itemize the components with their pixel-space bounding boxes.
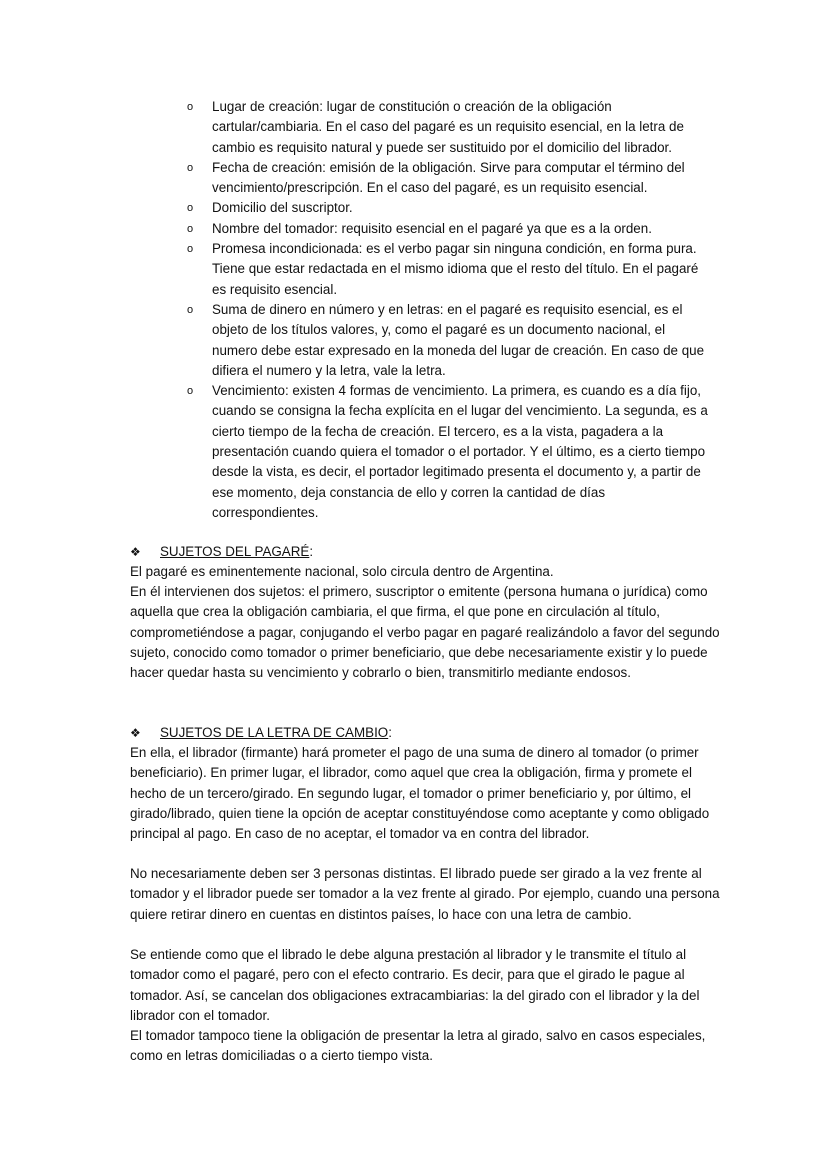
hollow-circle-bullet-icon: o [187, 385, 194, 398]
letra-paragraph-3: Se entiende como que el librado le debe alguna prestación al librador y le transmite el título al tomador como el pagaré, pero con el efecto contrario. Es decir, para que el girado le pague al tomador. Así, se cancelan dos obligaciones extracambiarias: la del girado con el librador y la del librador con el tomador. [130, 947, 700, 1023]
requirements-list [180, 97, 710, 523]
pagare-intro-line: El pagaré es eminentemente nacional, solo circula dentro de Argentina. [130, 564, 554, 579]
heading-text: SUJETOS DEL PAGARÉ [160, 544, 310, 559]
list-item [180, 198, 710, 218]
pagare-paragraph: En él intervienen dos sujetos: el primero, suscriptor o emitente (persona humana o jurídica) como aquella que crea la obligación cambiaria, el que firma, el que pone en circulación al título, comprometiéndose a pagar, conjugando el verbo pagar en pagaré realizándolo a favor del segundo sujeto, conocido como tomador o primer beneficiario, que debe necesariamente existir y lo puede hacer quedar hasta su vencimiento y cobrarlo o bien, transmitirlo mediante endosos. [130, 584, 720, 681]
list-item-text: Lugar de creación: lugar de constitución o creación de la obligación cartular/cambiaria. En el caso del pagaré es un requisito esencial, en la letra de cambio es requisito natural y puede ser sustituido por el domicilio del librador. [212, 99, 684, 155]
diamond-bullet-icon: ❖ [130, 726, 141, 740]
list-item-text: Fecha de creación: emisión de la obligación. Sirve para computar el término del vencimiento/prescripción. En el caso del pagaré, es un requisito esencial. [212, 159, 685, 196]
section-heading-pagare [130, 542, 690, 562]
diamond-bullet-icon: ❖ [130, 545, 141, 559]
list-item [180, 219, 710, 239]
list-item [180, 300, 710, 381]
list-item-text: Promesa incondicionada: es el verbo pagar sin ninguna condición, en forma pura. Tiene que estar redactada en el mismo idioma que el resto del título. En el pagaré es requisito esencial. [212, 241, 699, 297]
hollow-circle-bullet-icon: o [187, 101, 194, 113]
hollow-circle-bullet-icon: o [187, 303, 194, 316]
letra-paragraph-4: El tomador tampoco tiene la obligación de presentar la letra al girado, salvo en casos especiales, como en letras domiciliadas o a cierto tiempo vista. [130, 1028, 706, 1064]
list-item-text: Suma de dinero en número y en letras: en el pagaré es requisito esencial, es el objeto de los títulos valores, y, como el pagaré es un documento nacional, el numero debe estar expresado en la moneda del lugar de creación. En caso de que difiera el numero y la letra, vale la letra. [212, 301, 705, 378]
letra-paragraph-2: No necesariamente deben ser 3 personas distintas. El librado puede ser girado a la vez frente al tomador y el librador puede ser tomador a la vez frente al girado. Por ejemplo, cuando una persona quiere retirar dinero en cuentas en distintos países, lo hace con una letra de cambio. [130, 866, 720, 922]
hollow-circle-bullet-icon: o [187, 161, 194, 174]
list-item [180, 97, 710, 158]
heading-text: SUJETOS DE LA LETRA DE CAMBIO [160, 725, 389, 740]
heading-suffix: : [309, 544, 314, 559]
heading-suffix: : [388, 725, 392, 740]
list-item-text: Domicilio del suscriptor. [212, 200, 353, 216]
letra-paragraph-1: En ella, el librador (firmante) hará prometer el pago de una suma de dinero al tomador (o primer beneficiario). En primer lugar, el librador, como aquel que crea la obligación, firma y promete el hecho de un tercero/girado. En segundo lugar, el tomador o primer beneficiario y, por último, el girado/librado, quien tiene la opción de aceptar constituyéndose como aceptante y como obligado principal al pago. En caso de no aceptar, el tomador va en contra del librador. [130, 745, 710, 842]
section-heading-letra [130, 723, 690, 743]
hollow-circle-bullet-icon: o [187, 243, 194, 256]
list-item-text: Nombre del tomador: requisito esencial en el pagaré ya que es a la orden. [212, 220, 652, 236]
list-item-text: Vencimiento: existen 4 formas de vencimiento. La primera, es cuando es a día fijo, cuando se consigna la fecha explícita en el lugar del vencimiento. La segunda, es a cierto tiempo de la fecha de creación. El tercero, es a la vista, pagadera a la presentación cuando quiera el tomador o el portador. Y el último, es a cierto tiempo desde la vista, es decir, el portador legitimado presenta el documento y, a partir de ese momento, deja constancia de ello y corren la cantidad de días correspondientes. [212, 383, 708, 520]
hollow-circle-bullet-icon: o [187, 222, 194, 235]
list-item [180, 239, 710, 300]
list-item [180, 381, 710, 523]
hollow-circle-bullet-icon: o [187, 202, 194, 215]
list-item [180, 158, 710, 199]
